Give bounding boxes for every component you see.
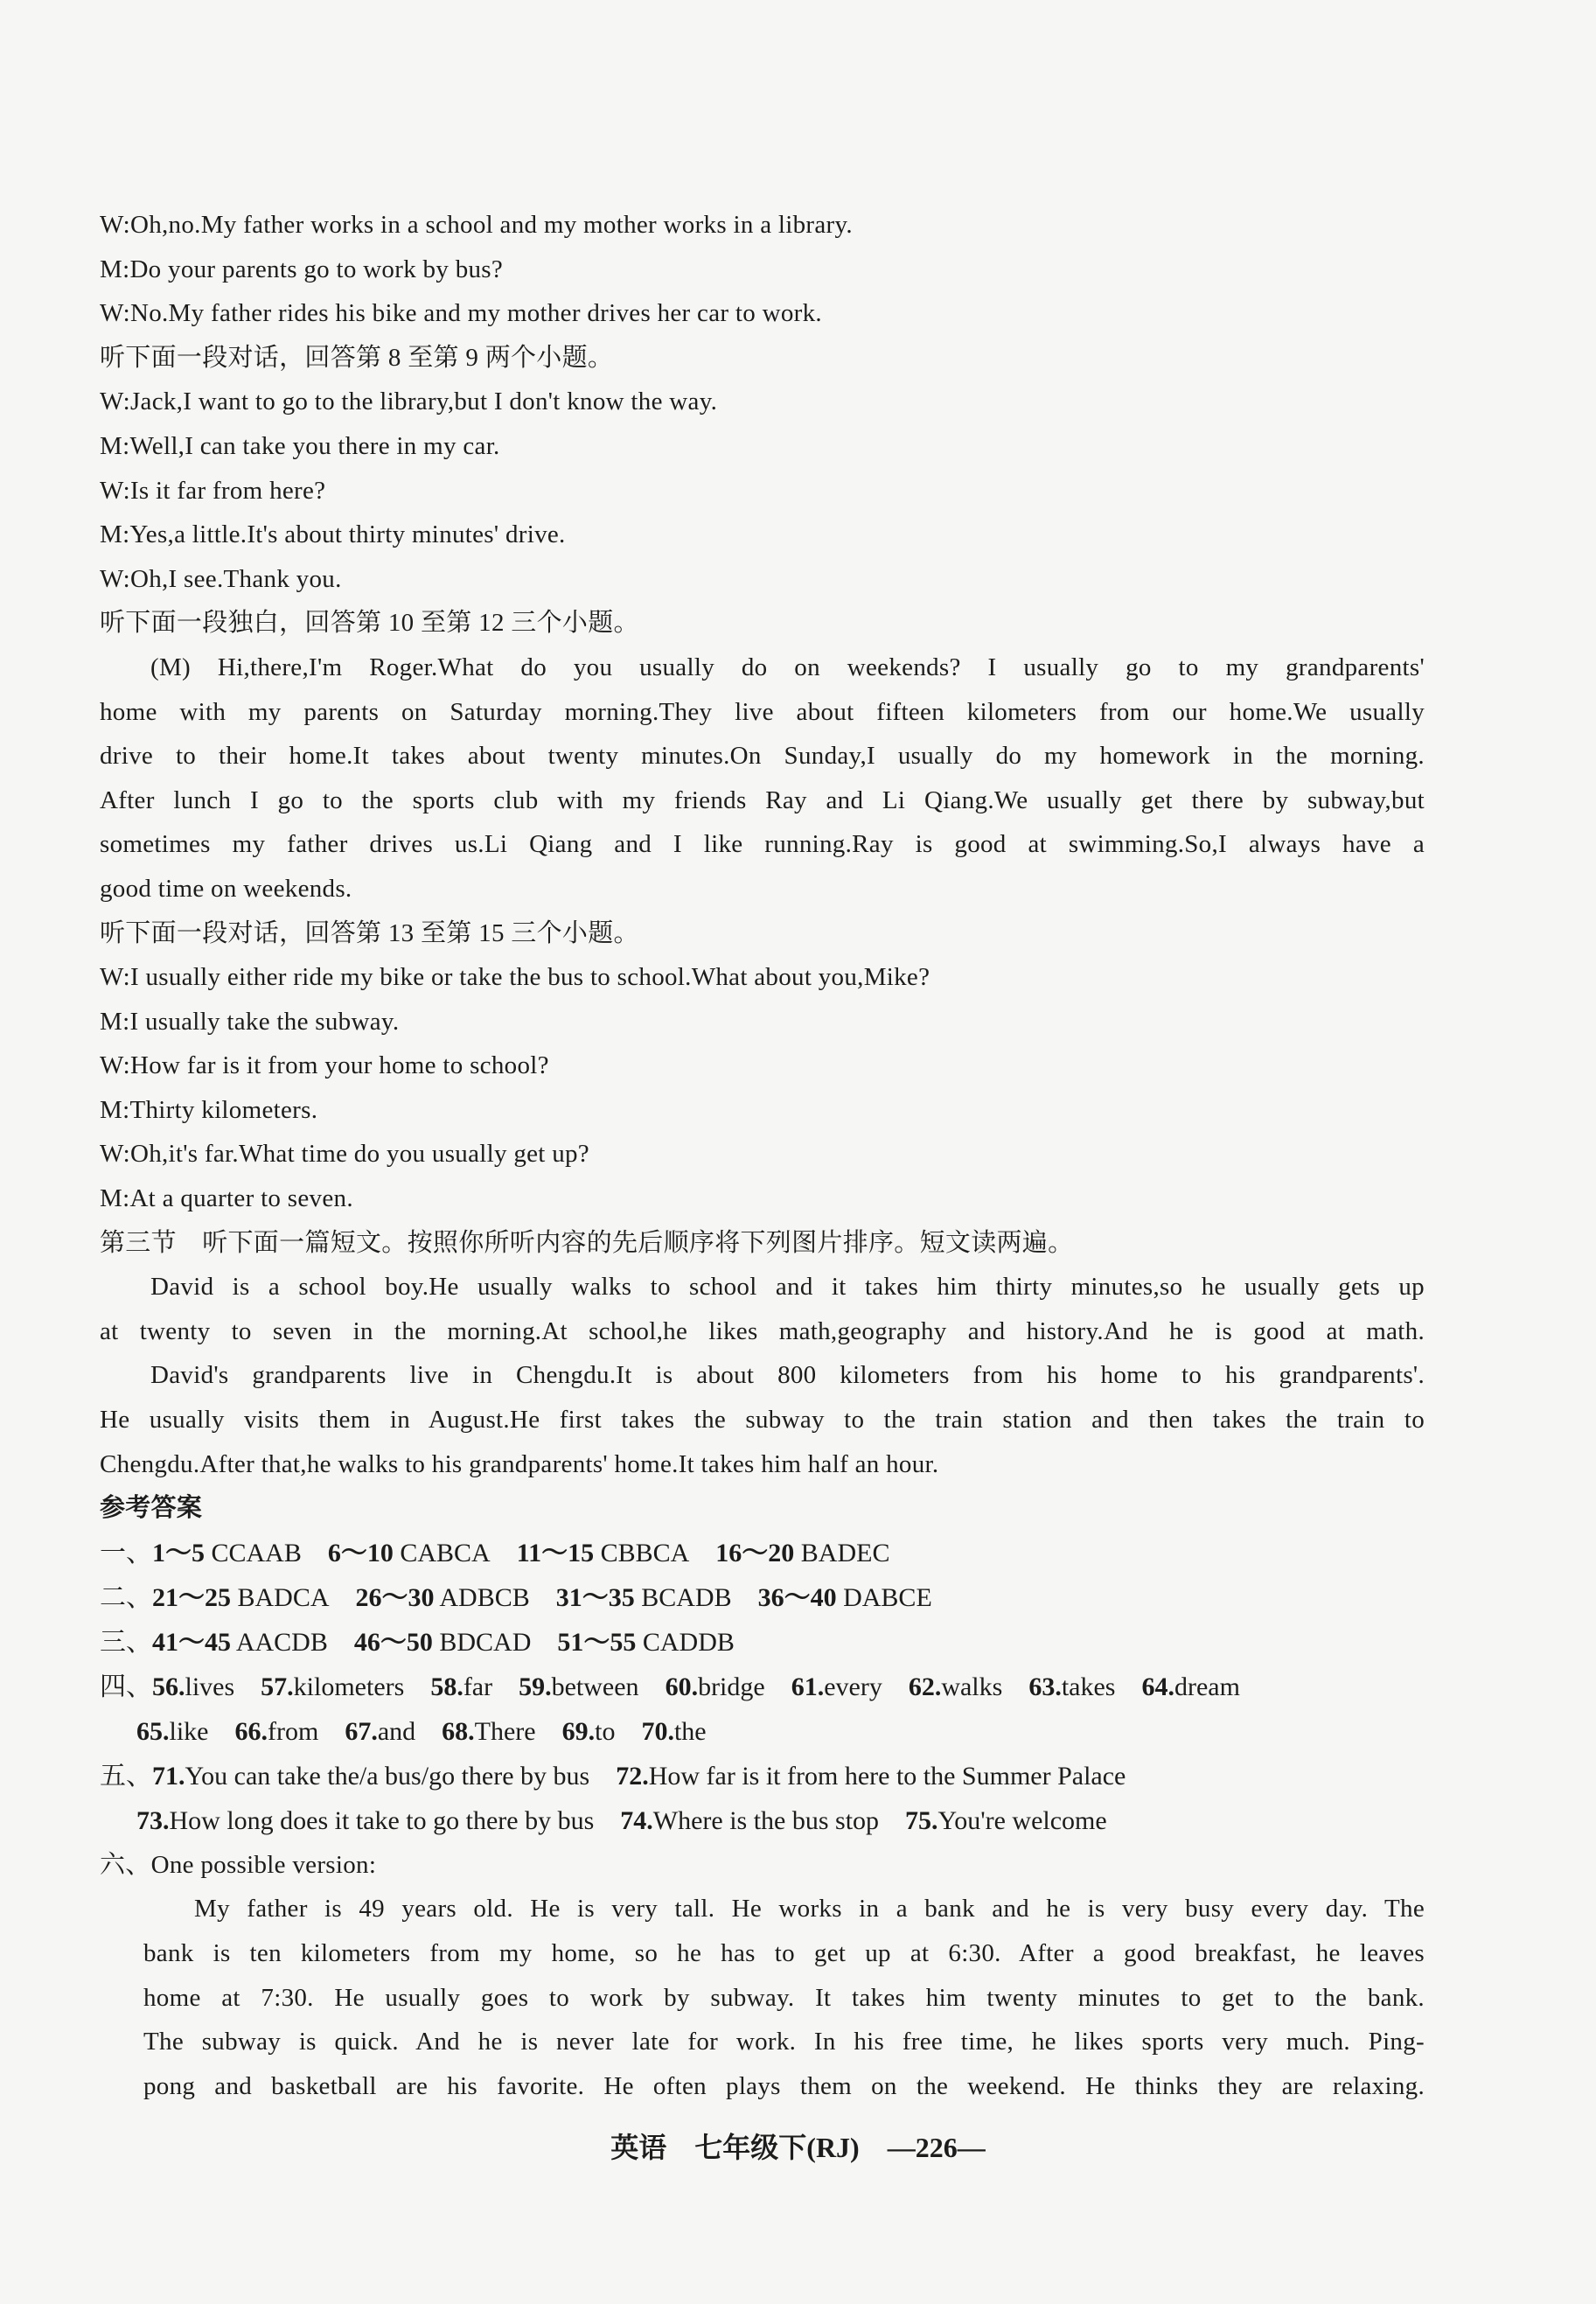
answer-group [519,1665,638,1709]
text-line: W:Oh,I see.Thank you. [100,564,342,593]
question-number: 56. [152,1672,185,1701]
answer-row [100,1798,1425,1843]
section-prefix: 三、 [100,1627,152,1657]
answer-text: CADDB [636,1627,735,1657]
text-line: W:Oh,it's far.What time do you usually get up? [100,1140,589,1169]
question-number: 6～10 [327,1538,394,1567]
answer-text: Where is the bus stop [652,1805,880,1835]
question-number: 66. [234,1716,268,1746]
answer-row [100,1665,1425,1709]
answer-text: every [824,1672,882,1701]
answer-group [152,1754,589,1798]
answer-group [620,1798,879,1843]
answer-text: to [595,1716,616,1746]
answer-group [517,1531,690,1575]
question-number: 69. [561,1716,596,1746]
answer-text: CCAAB [205,1538,302,1567]
question-number: 21～25 [152,1582,231,1612]
text-line: drive to their home.It takes about twenty minutes.On Sunday,I usually do my homework in the morning. [100,742,1425,771]
answer-key [100,1531,1425,1888]
answer-text: between [551,1672,639,1701]
text-line: W:How far is it from your home to school? [100,1051,549,1080]
answer-text: DABCE [836,1582,932,1612]
text-line: home with my parents on Saturday morning.They live about fifteen kilometers from our home.We usually [100,697,1425,726]
answer-group [356,1575,530,1620]
question-number: 63. [1028,1672,1062,1701]
question-number: 74. [620,1805,653,1835]
answer-group [905,1798,1107,1843]
text-line: M:Do your parents go to work by bus? [100,255,504,283]
answer-text: BADEC [794,1538,890,1567]
answer-group [345,1709,415,1754]
passage-paragraph [100,1265,1425,1486]
text-line: sometimes my father drives us.Li Qiang and I like running.Ray is good at swimming.So,I always have a [100,830,1425,859]
question-number: 26～30 [355,1582,435,1612]
answer-group [791,1665,882,1709]
answer-text: ADBCB [434,1582,530,1612]
answer-row-six: 六、One possible version: [100,1850,377,1879]
text-line: W:Is it far from here? [100,476,326,505]
answer-text: How long does it take to go there by bus [169,1805,595,1835]
section-prefix: 二、 [100,1582,152,1612]
answer-text: You can take the/a bus/go there by bus [185,1761,590,1791]
question-number: 31～35 [555,1582,635,1612]
answer-group [136,1709,209,1754]
footer-subject: 英语 [610,2132,667,2163]
answer-text: BDCAD [432,1627,532,1657]
text-line: The subway is quick. And he is never late for work. In his free time, he likes sports very much. Ping- [143,2028,1425,2056]
answer-group [1028,1665,1115,1709]
answer-group [261,1665,404,1709]
question-number: 16～20 [715,1538,795,1567]
answer-text: How far is it from here to the Summer Palace [648,1761,1126,1791]
answer-group [152,1575,330,1620]
text-line: M:Thirty kilometers. [100,1095,318,1124]
question-number: 73. [136,1805,170,1835]
section-instruction: 第三节 听下面一篇短文。按照你所听内容的先后顺序将下列图片排序。短文读两遍。 [100,1228,1074,1257]
question-number: 11～15 [516,1538,595,1567]
answer-group [562,1709,616,1754]
answer-text: far [463,1672,493,1701]
answer-text: bridge [698,1672,765,1701]
answer-text: like [169,1716,209,1746]
text-line: Chengdu.After that,he walks to his grandparents' home.It takes him half an hour. [100,1449,939,1478]
text-line: good time on weekends. [100,874,352,903]
text-line: M:Yes,a little.It's about thirty minutes' drive. [100,520,566,549]
question-number: 59. [519,1672,552,1701]
answer-text: and [377,1716,416,1746]
text-line: W:Jack,I want to go to the library,but I don't know the way. [100,387,718,416]
text-line: M:Well,I can take you there in my car. [100,431,500,460]
text-line: bank is ten kilometers from my home, so he has to get up at 6:30. After a good breakfast, he leaves [143,1939,1425,1967]
answer-group [152,1620,328,1665]
answer-text: CBBCA [594,1538,690,1567]
answer-group [152,1665,234,1709]
answer-text: lives [185,1672,235,1701]
question-number: 67. [345,1716,378,1746]
question-number: 64. [1141,1672,1174,1701]
question-number: 60. [665,1672,699,1701]
question-number: 61. [791,1672,825,1701]
answer-group [430,1665,492,1709]
answer-row [100,1754,1425,1798]
text-line: M:I usually take the subway. [100,1007,400,1036]
text-line: W:No.My father rides his bike and my mother drives her car to work. [100,299,822,328]
answer-text: CABCA [393,1538,491,1567]
answer-group [556,1575,732,1620]
content [100,203,1425,2108]
section-prefix: 四、 [100,1672,152,1701]
text-line: He usually visits them in August.He first takes the subway to the train station and then takes the train to [100,1406,1425,1435]
answer-text: kilometers [293,1672,405,1701]
page-footer [0,2126,1596,2166]
section-prefix: 一、 [100,1538,152,1567]
question-number: 58. [430,1672,463,1701]
question-number: 1～5 [152,1538,205,1567]
answer-group [442,1709,535,1754]
answer-row [100,1575,1425,1620]
dialogue-block-2 [100,911,1425,1266]
monologue-paragraph [100,646,1425,911]
answer-group [152,1531,302,1575]
answer-row [100,1531,1425,1575]
answer-group [666,1665,765,1709]
answer-text: from [268,1716,319,1746]
text-line: After lunch I go to the sports club with my friends Ray and Li Qiang.We usually get there by subway,but [100,785,1425,814]
section-instruction: 听下面一段对话，回答第 13 至第 15 三个小题。 [100,918,639,947]
answer-text: walks [941,1672,1003,1701]
answer-group [641,1709,706,1754]
answer-text: AACDB [231,1627,328,1657]
answer-text: BCADB [634,1582,732,1612]
text-line: My father is 49 years old. He is very tall. He works in a bank and he is very busy every day. The [194,1895,1425,1923]
question-number: 57. [261,1672,294,1701]
answer-text: BADCA [231,1582,330,1612]
text-line: (M) Hi,there,I'm Roger.What do you usually do on weekends? I usually go to my grandparents' [150,653,1425,681]
text-line: David's grandparents live in Chengdu.It is about 800 kilometers from his home to his grandparents'. [150,1361,1425,1390]
answer-group [328,1531,491,1575]
question-number: 62. [908,1672,942,1701]
text-line: home at 7:30. He usually goes to work by subway. It takes him twenty minutes to get to the bank. [143,1983,1425,2012]
footer-grade: 七年级下(RJ) [694,2132,860,2163]
answers-heading: 参考答案 [100,1494,203,1523]
answer-row [100,1620,1425,1665]
answer-group [758,1575,932,1620]
answer-text: takes [1061,1672,1116,1701]
answer-group [909,1665,1003,1709]
question-number: 65. [136,1716,170,1746]
question-number: 51～55 [557,1627,637,1657]
page-number: —226— [887,2132,986,2163]
answer-group [354,1620,532,1665]
text-line: pong and basketball are his favorite. He often plays them on the weekend. He thinks they are relaxing. [143,2071,1425,2100]
question-number: 36～40 [757,1582,837,1612]
text-line: M:At a quarter to seven. [100,1184,353,1213]
question-number: 75. [905,1805,938,1835]
text-line: W:Oh,no.My father works in a school and my mother works in a library. [100,211,853,239]
answer-group [1141,1665,1239,1709]
answer-group [136,1798,594,1843]
question-number: 72. [616,1761,649,1791]
section-instruction: 听下面一段独白，回答第 10 至第 12 三个小题。 [100,609,639,638]
section-instruction: 听下面一段对话，回答第 8 至第 9 两个小题。 [100,343,614,372]
sample-essay [100,1887,1425,2108]
dialogue-block-1 [100,203,1425,646]
question-number: 41～45 [152,1627,231,1657]
answer-text: dream [1174,1672,1240,1701]
section-prefix: 五、 [100,1761,152,1791]
answer-row [100,1709,1425,1754]
text-line: at twenty to seven in the morning.At school,he likes math,geography and history.And he is good at math. [100,1316,1425,1345]
question-number: 46～50 [353,1627,433,1657]
answer-group [616,1754,1126,1798]
answer-group [557,1620,735,1665]
answer-text: You're welcome [937,1805,1107,1835]
answer-group [235,1709,319,1754]
question-number: 71. [152,1761,185,1791]
answer-text: the [673,1716,707,1746]
text-line: David is a school boy.He usually walks to school and it takes him thirty minutes,so he usually gets up [150,1273,1425,1302]
answer-text: There [474,1716,536,1746]
question-number: 70. [641,1716,674,1746]
question-number: 68. [442,1716,475,1746]
text-line: W:I usually either ride my bike or take the bus to school.What about you,Mike? [100,963,930,992]
answer-group [715,1531,889,1575]
